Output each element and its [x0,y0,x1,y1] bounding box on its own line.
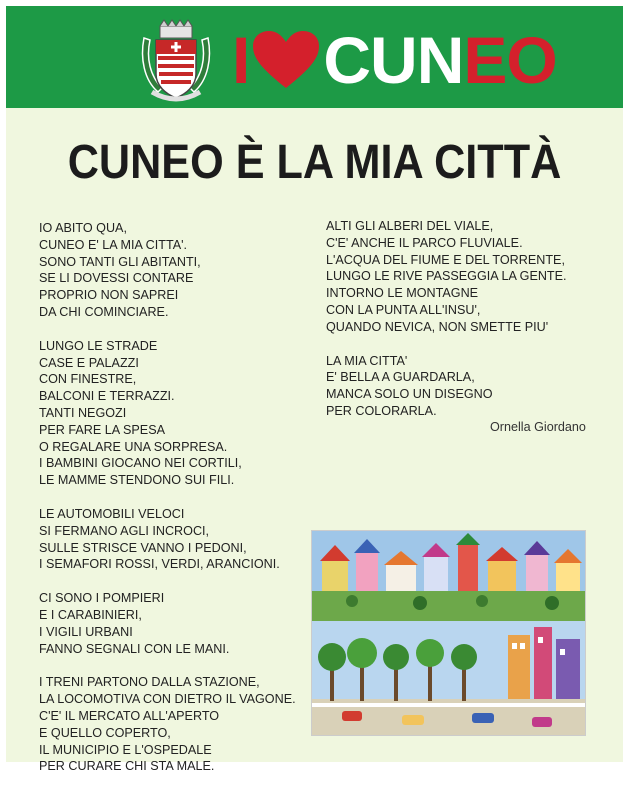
logo-letter-u: U [370,23,417,97]
poem-line: E QUELLO COPERTO, [39,725,171,740]
poem-stanza [39,590,329,657]
poem-line: ALTI GLI ALBERI DEL VIALE, [326,219,494,233]
poem-line: PER FARE LA SPESA [39,422,165,437]
poem-line: L'ACQUA DEL FIUME E DEL TORRENTE, [326,252,565,267]
heart-icon [251,30,321,90]
page-title: CUNEO È LA MIA CITTÀ [67,136,562,189]
poem-line: CI SONO I POMPIERI [39,591,165,606]
poem-line: QUANDO NEVICA, NON SMETTE PIU' [326,319,549,334]
poem-line: E I CARABINIERI, [39,607,142,622]
poem-line: MANCA SOLO UN DISEGNO [326,387,493,402]
poem-line: LA LOCOMOTIVA CON DIETRO IL VAGONE. [39,692,296,707]
poem-stanza [39,506,329,573]
poster [6,6,623,774]
header-banner [6,6,623,108]
i-love-cuneo-logo [232,23,557,97]
poem-line: C'E' IL MERCATO ALL'APERTO [39,708,220,723]
poem-line: CUNEO E' LA MIA CITTA'. [39,237,188,252]
poem-line: FANNO SEGNALI CON LE MANI. [39,641,230,656]
city-crest-icon [138,18,214,102]
poem-line: CON FINESTRE, [39,372,137,387]
poem-left-column [39,220,329,792]
poem-line: PER COLORARLA. [326,403,437,418]
poem-line: LUNGO LE RIVE PASSEGGIA LA GENTE. [326,269,567,284]
poem-line: TANTI NEGOZI [39,405,127,420]
poem-line: IO ABITO QUA, [39,221,127,235]
poem-line: I BAMBINI GIOCANO NEI CORTILI, [39,456,242,471]
logo-letter-c: C [323,23,371,97]
poem-line: LUNGO LE STRADE [39,338,158,353]
poem-line: SONO TANTI GLI ABITANTI, [39,254,201,269]
poem-line: DA CHI COMINCIARE. [39,304,169,319]
poem-stanza [39,674,329,775]
poem-line: IL MUNICIPIO E L'OSPEDALE [39,742,212,757]
poem-line: LA MIA CITTA' [326,353,408,368]
poem-line: LE MAMME STENDONO SUI FILI. [39,473,235,488]
poem-line: CON LA PUNTA ALL'INSU', [326,302,481,317]
poem-stanza [326,218,616,336]
poem-stanza [39,220,329,321]
poem-line: I SEMAFORI ROSSI, VERDI, ARANCIONI. [39,557,280,572]
poem-line: C'E' ANCHE IL PARCO FLUVIALE. [326,235,523,250]
logo-letter-i: I [232,23,250,97]
poem-line: LE AUTOMOBILI VELOCI [39,506,185,521]
poem-line: I TRENI PARTONO DALLA STAZIONE, [39,675,260,690]
poem-line: SE LI DOVESSI CONTARE [39,271,194,286]
poem-line: INTORNO LE MONTAGNE [326,286,479,301]
poem-line: SULLE STRISCE VANNO I PEDONI, [39,540,247,555]
poem-stanza [326,353,616,420]
poem-line: I VIGILI URBANI [39,624,133,639]
poem-line: E' BELLA A GUARDARLA, [326,370,475,385]
logo-letter-e: E [463,23,507,97]
poem-line: BALCONI E TERRAZZI. [39,389,175,404]
children-drawing-image [311,530,586,736]
author-signature: Ornella Giordano [490,420,586,434]
poem-line: PER CURARE CHI STA MALE. [39,759,215,774]
poem-line: O REGALARE UNA SORPRESA. [39,439,228,454]
poem-right-column [326,218,616,437]
poem-line: PROPRIO NON SAPREI [39,288,179,303]
logo-letter-o: O [506,23,557,97]
poem-stanza [39,338,329,489]
poem-line: CASE E PALAZZI [39,355,139,370]
poem-line: SI FERMANO AGLI INCROCI, [39,523,210,538]
logo-letter-n: N [416,23,464,97]
